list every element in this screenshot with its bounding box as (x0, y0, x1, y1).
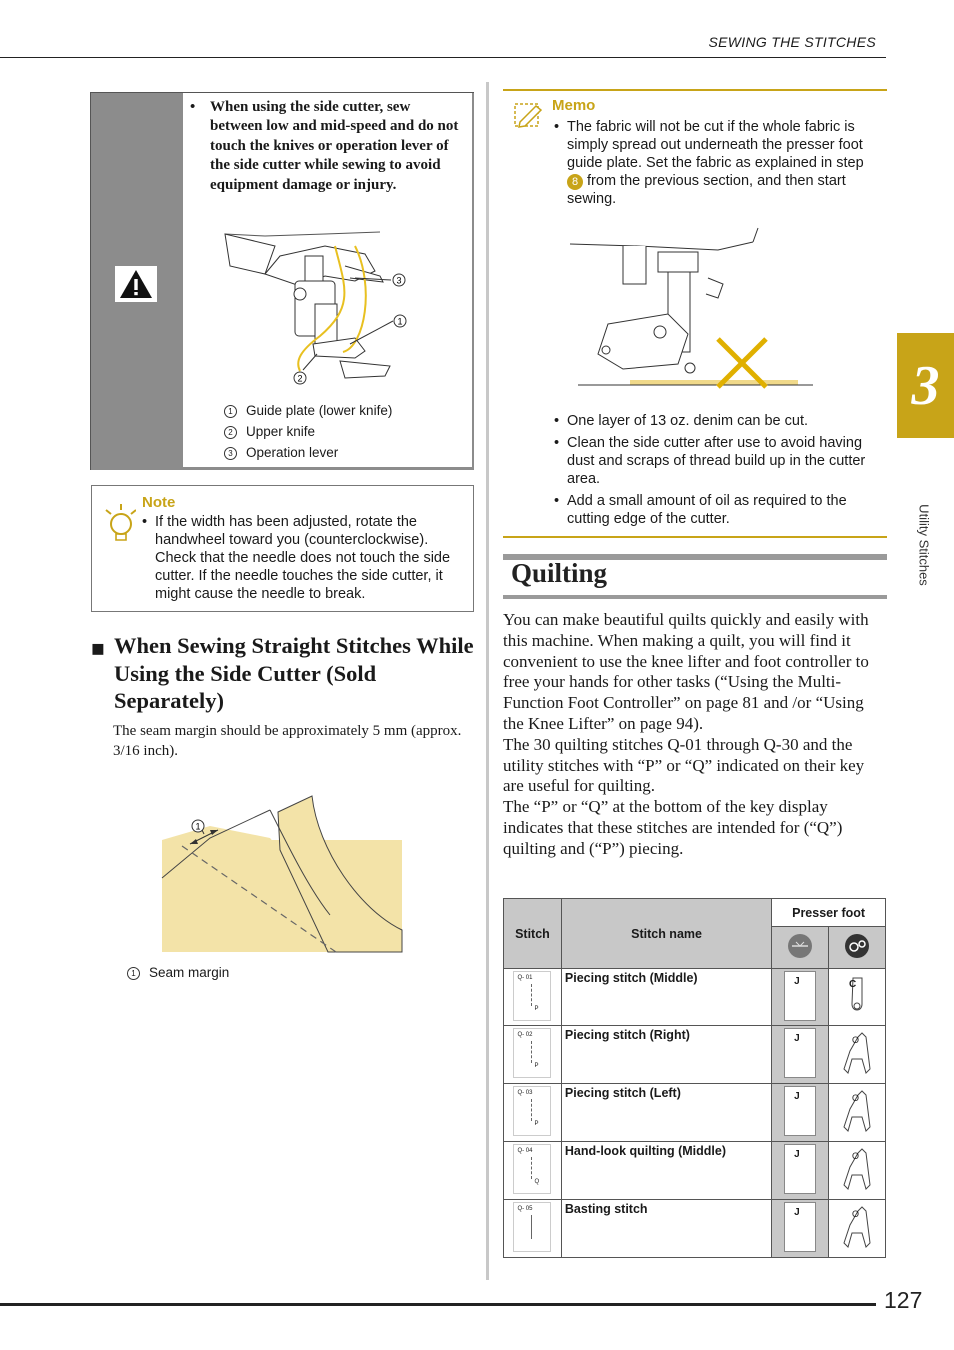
stitch-key[interactable] (513, 1144, 551, 1194)
caution-border-bottom (91, 467, 474, 470)
page-number: 127 (884, 1287, 923, 1313)
stitch-name: Hand-look quilting (Middle) (561, 1142, 771, 1200)
presser-foot-j-icon (784, 971, 816, 1021)
chapter-side-label-text: Utility Stitches (916, 504, 932, 586)
foot1-cell (772, 1200, 829, 1258)
bullet: • (554, 435, 560, 451)
foot2-cell (829, 1084, 886, 1142)
stitch-key-cell (504, 1142, 562, 1200)
header-presser-foot: Presser foot (772, 899, 886, 927)
legend-number: 1 (224, 405, 237, 418)
legend-item-guide-plate (224, 403, 392, 418)
foot2-letter: O (852, 1209, 860, 1219)
memo-bullet-text: Add a small amount of oil as required to the cutting edge of the cutter. (567, 493, 847, 527)
stitch-key-cell (504, 1026, 562, 1084)
lightbulb-icon (102, 502, 136, 542)
table-row (504, 1026, 886, 1084)
presser-foot-o-icon (840, 1203, 874, 1251)
foot2-letter: C (849, 978, 857, 990)
foot2-letter: O (852, 1035, 860, 1045)
presser-foot-c-icon (842, 972, 872, 1020)
walking-foot-symbol-icon (843, 932, 871, 960)
presser-foot-o-icon (840, 1029, 874, 1077)
foot1-letter: J (794, 975, 800, 987)
header-rule (0, 57, 886, 58)
stitch-code: Q- 05 (517, 1206, 533, 1212)
section-heading-text: When Sewing Straight Stitches While Using the Side Cutter (Sold Separately) (114, 633, 474, 713)
quilting-title: Quilting (511, 558, 608, 588)
stitch-mark: Q (534, 1179, 540, 1185)
memo-bullet-3 (554, 434, 885, 488)
stitch-key[interactable] (513, 1028, 551, 1078)
foot1-cell (772, 969, 829, 1026)
stitch-code: Q- 01 (517, 974, 533, 981)
header-stitch: Stitch (504, 899, 562, 969)
foot1-letter: J (794, 1033, 800, 1044)
foot1-cell (772, 1084, 829, 1142)
stitch-code: Q- 02 (517, 1032, 533, 1038)
stitch-name: Piecing stitch (Middle) (561, 969, 771, 1026)
legend-label: Upper knife (246, 424, 316, 439)
seam-margin-illustration (160, 790, 406, 954)
foot-j-symbol-icon (786, 932, 814, 960)
side-cutter-illustration (205, 226, 425, 396)
stitch-key-cell (504, 1084, 562, 1142)
warning-icon (115, 266, 157, 302)
legend-number: 2 (224, 426, 237, 439)
table-row (504, 1200, 886, 1258)
svg-text:2: 2 (297, 373, 303, 384)
legend-item-upper-knife (224, 424, 315, 439)
memo-pencil-icon (512, 100, 546, 130)
svg-text:3: 3 (396, 275, 402, 286)
presser-foot-o-icon (840, 1087, 874, 1135)
section-subtext: The seam margin should be approximately 5 mm (approx. 3/16 inch). (113, 723, 462, 759)
running-header: SEWING THE STITCHES (708, 34, 876, 50)
stitch-preview (531, 1099, 532, 1121)
header-stitch-name: Stitch name (561, 899, 771, 969)
memo-bullet-text: Clean the side cutter after use to avoid having dust and scraps of thread build up in the cutter area. (567, 435, 866, 487)
legend-label: Operation lever (246, 445, 339, 460)
note-body (142, 513, 467, 603)
stitch-code: Q- 03 (517, 1090, 533, 1096)
foot2-letter: O (852, 1151, 860, 1161)
footer-rule (0, 1303, 876, 1306)
fabric-spread-illustration (568, 224, 818, 390)
chapter-side-label (904, 460, 944, 630)
stitch-code: Q- 04 (517, 1148, 533, 1154)
presser-foot-j-icon (784, 1144, 816, 1194)
foot1-letter: J (794, 1091, 800, 1102)
stitch-name: Piecing stitch (Right) (561, 1026, 771, 1084)
stitch-preview (531, 1041, 532, 1063)
memo-bullet-1 (554, 118, 882, 208)
memo-bullet-text: One layer of 13 oz. denim can be cut. (567, 413, 808, 429)
foot2-cell (829, 969, 886, 1026)
stitch-preview (531, 1157, 532, 1179)
foot2-cell (829, 1200, 886, 1258)
quilting-paragraph: You can make beautiful quilts quickly and easily with this machine. When making a quilt, you will find it convenient to use the knee lifter and foot controller to free your hands for other tasks (“Using the Multi-Function Foot Controller” on page 81 and /or “Using the Knee Lifter” on page 94). (503, 610, 869, 733)
memo-bottom-rule (503, 536, 887, 538)
stitch-key[interactable] (513, 1202, 551, 1252)
stitch-mark: P (534, 1005, 539, 1012)
stitch-key[interactable] (513, 971, 551, 1021)
memo-top-rule (503, 89, 887, 91)
presser-foot-j-icon (784, 1028, 816, 1078)
bullet: • (554, 119, 560, 135)
column-divider (486, 82, 489, 1280)
note-text: If the width has been adjusted, rotate the handwheel toward you (counterclockwise). Check that the needle does not touch the side cutter. If the needle touches the side cutter, it might cause the needle to break. (155, 514, 451, 602)
legend-number: 3 (224, 447, 237, 460)
square-bullet-icon: ■ (91, 636, 105, 661)
chapter-tab[interactable]: 3 (897, 333, 954, 438)
svg-text:1: 1 (397, 316, 403, 327)
legend-item-seam-margin (127, 965, 229, 980)
memo-bullet-1-text-b: from the previous section, and then start sewing. (567, 173, 846, 207)
stitch-name: Basting stitch (561, 1200, 771, 1258)
stitch-mark: P (534, 1121, 539, 1127)
table-row (504, 1084, 886, 1142)
bullet: • (554, 413, 560, 429)
stitch-preview (531, 1215, 532, 1239)
table-row (504, 969, 886, 1026)
note-title: Note (142, 494, 176, 511)
section-heading (91, 632, 481, 715)
quilting-body (503, 610, 887, 860)
foot2-cell (829, 1142, 886, 1200)
legend-number: 1 (127, 967, 140, 980)
legend-label: Seam margin (149, 965, 230, 980)
legend-label: Guide plate (lower knife) (246, 403, 393, 418)
heading-rule-bottom (503, 595, 887, 599)
presser-foot-j-icon (784, 1202, 816, 1252)
memo-bullet-4 (554, 492, 885, 528)
memo-bullet-2 (554, 412, 882, 430)
svg-text:1: 1 (195, 821, 201, 832)
foot1-cell (772, 1026, 829, 1084)
foot2-cell (829, 1026, 886, 1084)
header-foot-j (772, 927, 829, 969)
quilting-paragraph: The “P” or “Q” at the bottom of the key display indicates that these stitches are intended for (“Q”) quilting and (“P”) piecing. (503, 797, 843, 858)
stitch-key[interactable] (513, 1086, 551, 1136)
foot2-letter: O (852, 1093, 860, 1103)
step-number-badge: 8 (567, 174, 583, 190)
bullet: • (190, 99, 196, 115)
caution-border-right (472, 93, 474, 469)
caution-text: When using the side cutter, sew between low and mid-speed and do not touch the knives or operation lever of the side cutter while sewing to avoid equipment damage or injury. (210, 99, 459, 193)
stitch-name: Piecing stitch (Left) (561, 1084, 771, 1142)
bullet: • (142, 514, 148, 530)
quilting-stitch-table (503, 898, 886, 1258)
table-row (504, 1142, 886, 1200)
quilting-paragraph: The 30 quilting stitches Q-01 through Q-30 and the utility stitches with “P” or “Q” indicated on their key are useful for quilting. (503, 734, 865, 796)
foot1-cell (772, 1142, 829, 1200)
foot1-letter: J (794, 1207, 800, 1218)
stitch-key-cell (504, 969, 562, 1026)
presser-foot-o-icon (840, 1145, 874, 1193)
stitch-key-cell (504, 1200, 562, 1258)
stitch-preview (531, 984, 532, 1006)
stitch-mark: P (534, 1063, 539, 1069)
legend-item-operation-lever (224, 445, 338, 460)
header-foot-walking (829, 927, 886, 969)
foot1-letter: J (794, 1149, 800, 1160)
memo-bullet-1-text-a: The fabric will not be cut if the whole fabric is simply spread out underneath the presser foot guide plate. Set the fabric as explained in step (567, 119, 864, 171)
bullet: • (554, 493, 560, 509)
caution-text-block (190, 98, 466, 195)
memo-title: Memo (552, 97, 596, 114)
presser-foot-j-icon (784, 1086, 816, 1136)
